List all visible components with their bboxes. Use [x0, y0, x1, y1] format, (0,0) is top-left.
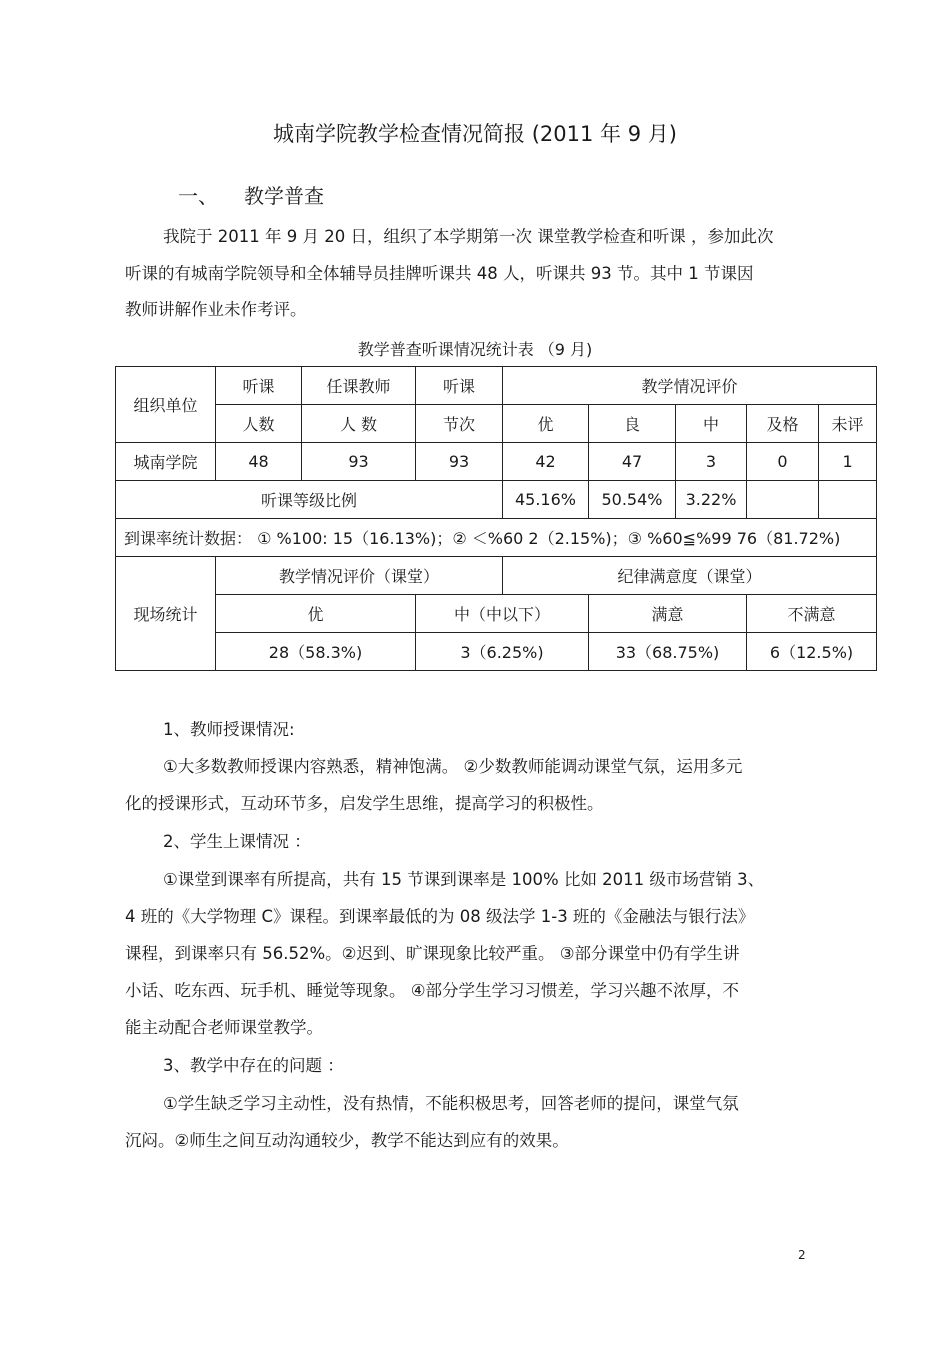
- intro-line-3: 教师讲解作业未作考评。: [125, 300, 307, 319]
- body-line: 小话、吃东西、玩手机、睡觉等现象。 ④部分学生学习习惯差，学习兴趣不浓厚，不: [125, 981, 740, 1000]
- body-line: 4 班的《大学物理 C》课程。到课率最低的为 08 级法学 1-3 班的《金融法与银行法》: [125, 907, 755, 926]
- site-sub-excellent: 优: [216, 595, 416, 633]
- site-value-excellent: 28（58.3%): [216, 633, 416, 671]
- body-line: ①学生缺乏学习主动性，没有热情，不能积极思考，回答老师的提问，课堂气氛: [163, 1094, 739, 1113]
- count-pass: 0: [747, 443, 819, 481]
- header-teachers-top: 任课教师: [302, 367, 416, 405]
- intro-line-2: 听课的有城南学院领导和全体辅导员挂牌听课共 48 人，听课共 93 节。其中 1 节课因: [125, 264, 754, 283]
- row-org: 城南学院: [116, 443, 216, 481]
- page-number: 2: [798, 1248, 806, 1262]
- ratio-label: 听课等级比例: [116, 481, 503, 519]
- header-listeners-top: 听课: [216, 367, 302, 405]
- row-teachers: 93: [302, 443, 416, 481]
- site-sub-medium: 中（中以下）: [416, 595, 589, 633]
- ratio-medium: 3.22%: [676, 481, 747, 519]
- body-line: ①课堂到课率有所提高，共有 15 节课到课率是 100% 比如 2011 级市场营销 3、: [163, 870, 765, 889]
- site-sub-satisfied: 满意: [589, 595, 747, 633]
- section-heading: [178, 180, 324, 209]
- site-stats-label: 现场统计: [116, 557, 216, 671]
- body-line: 课程，到课率只有 56.52%。②迟到、旷课现象比较严重。 ③部分课堂中仍有学生讲: [125, 944, 740, 963]
- site-sub-unsatisfied: 不满意: [747, 595, 877, 633]
- header-listeners-bottom: 人数: [216, 405, 302, 443]
- header-lessons-top: 听课: [416, 367, 503, 405]
- site-discipline-header: 纪律满意度（课堂）: [503, 557, 877, 595]
- count-good: 47: [589, 443, 676, 481]
- ratio-pass: [747, 481, 819, 519]
- count-medium: 3: [676, 443, 747, 481]
- document-title: 城南学院教学检查情况简报 (2011 年 9 月): [273, 122, 677, 146]
- header-lessons-bottom: 节次: [416, 405, 503, 443]
- section-number: 一、: [178, 184, 218, 208]
- site-value-satisfied: 33（68.75%): [589, 633, 747, 671]
- grade-pass: 及格: [747, 405, 819, 443]
- body-line: 沉闷。②师生之间互动沟通较少，教学不能达到应有的效果。: [125, 1131, 569, 1150]
- row-lessons: 93: [416, 443, 503, 481]
- site-value-unsatisfied: 6（12.5%): [747, 633, 877, 671]
- grade-medium: 中: [676, 405, 747, 443]
- header-teachers-bottom: 人 数: [302, 405, 416, 443]
- attendance-stats: 到课率统计数据： ① %100: 15（16.13%)；② ＜%60 2（2.15%)；③ %60≦%99 76（81.72%): [116, 519, 877, 557]
- header-evaluation: 教学情况评价: [503, 367, 877, 405]
- ratio-good: 50.54%: [589, 481, 676, 519]
- site-value-medium: 3（6.25%): [416, 633, 589, 671]
- count-excellent: 42: [503, 443, 589, 481]
- body-line: 能主动配合老师课堂教学。: [125, 1018, 323, 1037]
- site-eval-header: 教学情况评价（课堂）: [216, 557, 503, 595]
- grade-unrated: 未评: [819, 405, 877, 443]
- body-line: ①大多数教师授课内容熟悉，精神饱满。 ②少数教师能调动课堂气氛，运用多元: [163, 757, 743, 776]
- grade-excellent: 优: [503, 405, 589, 443]
- subheading-teachers: 1、教师授课情况:: [163, 720, 295, 739]
- ratio-excellent: 45.16%: [503, 481, 589, 519]
- count-unrated: 1: [819, 443, 877, 481]
- grade-good: 良: [589, 405, 676, 443]
- header-org: 组织单位: [116, 367, 216, 443]
- ratio-unrated: [819, 481, 877, 519]
- table-caption: 教学普查听课情况统计表 （9 月): [357, 340, 593, 359]
- section-label: 教学普查: [244, 184, 324, 208]
- subheading-students: 2、学生上课情况 ：: [163, 832, 311, 851]
- subheading-problems: 3、教学中存在的问题 ：: [163, 1056, 344, 1075]
- row-listeners: 48: [216, 443, 302, 481]
- intro-line-1: 我院于 2011 年 9 月 20 日，组织了本学期第一次 课堂教学检查和听课 ，参加此次: [163, 227, 774, 246]
- body-line: 化的授课形式，互动环节多，启发学生思维，提高学习的积极性。: [125, 794, 604, 813]
- statistics-table: [115, 366, 877, 671]
